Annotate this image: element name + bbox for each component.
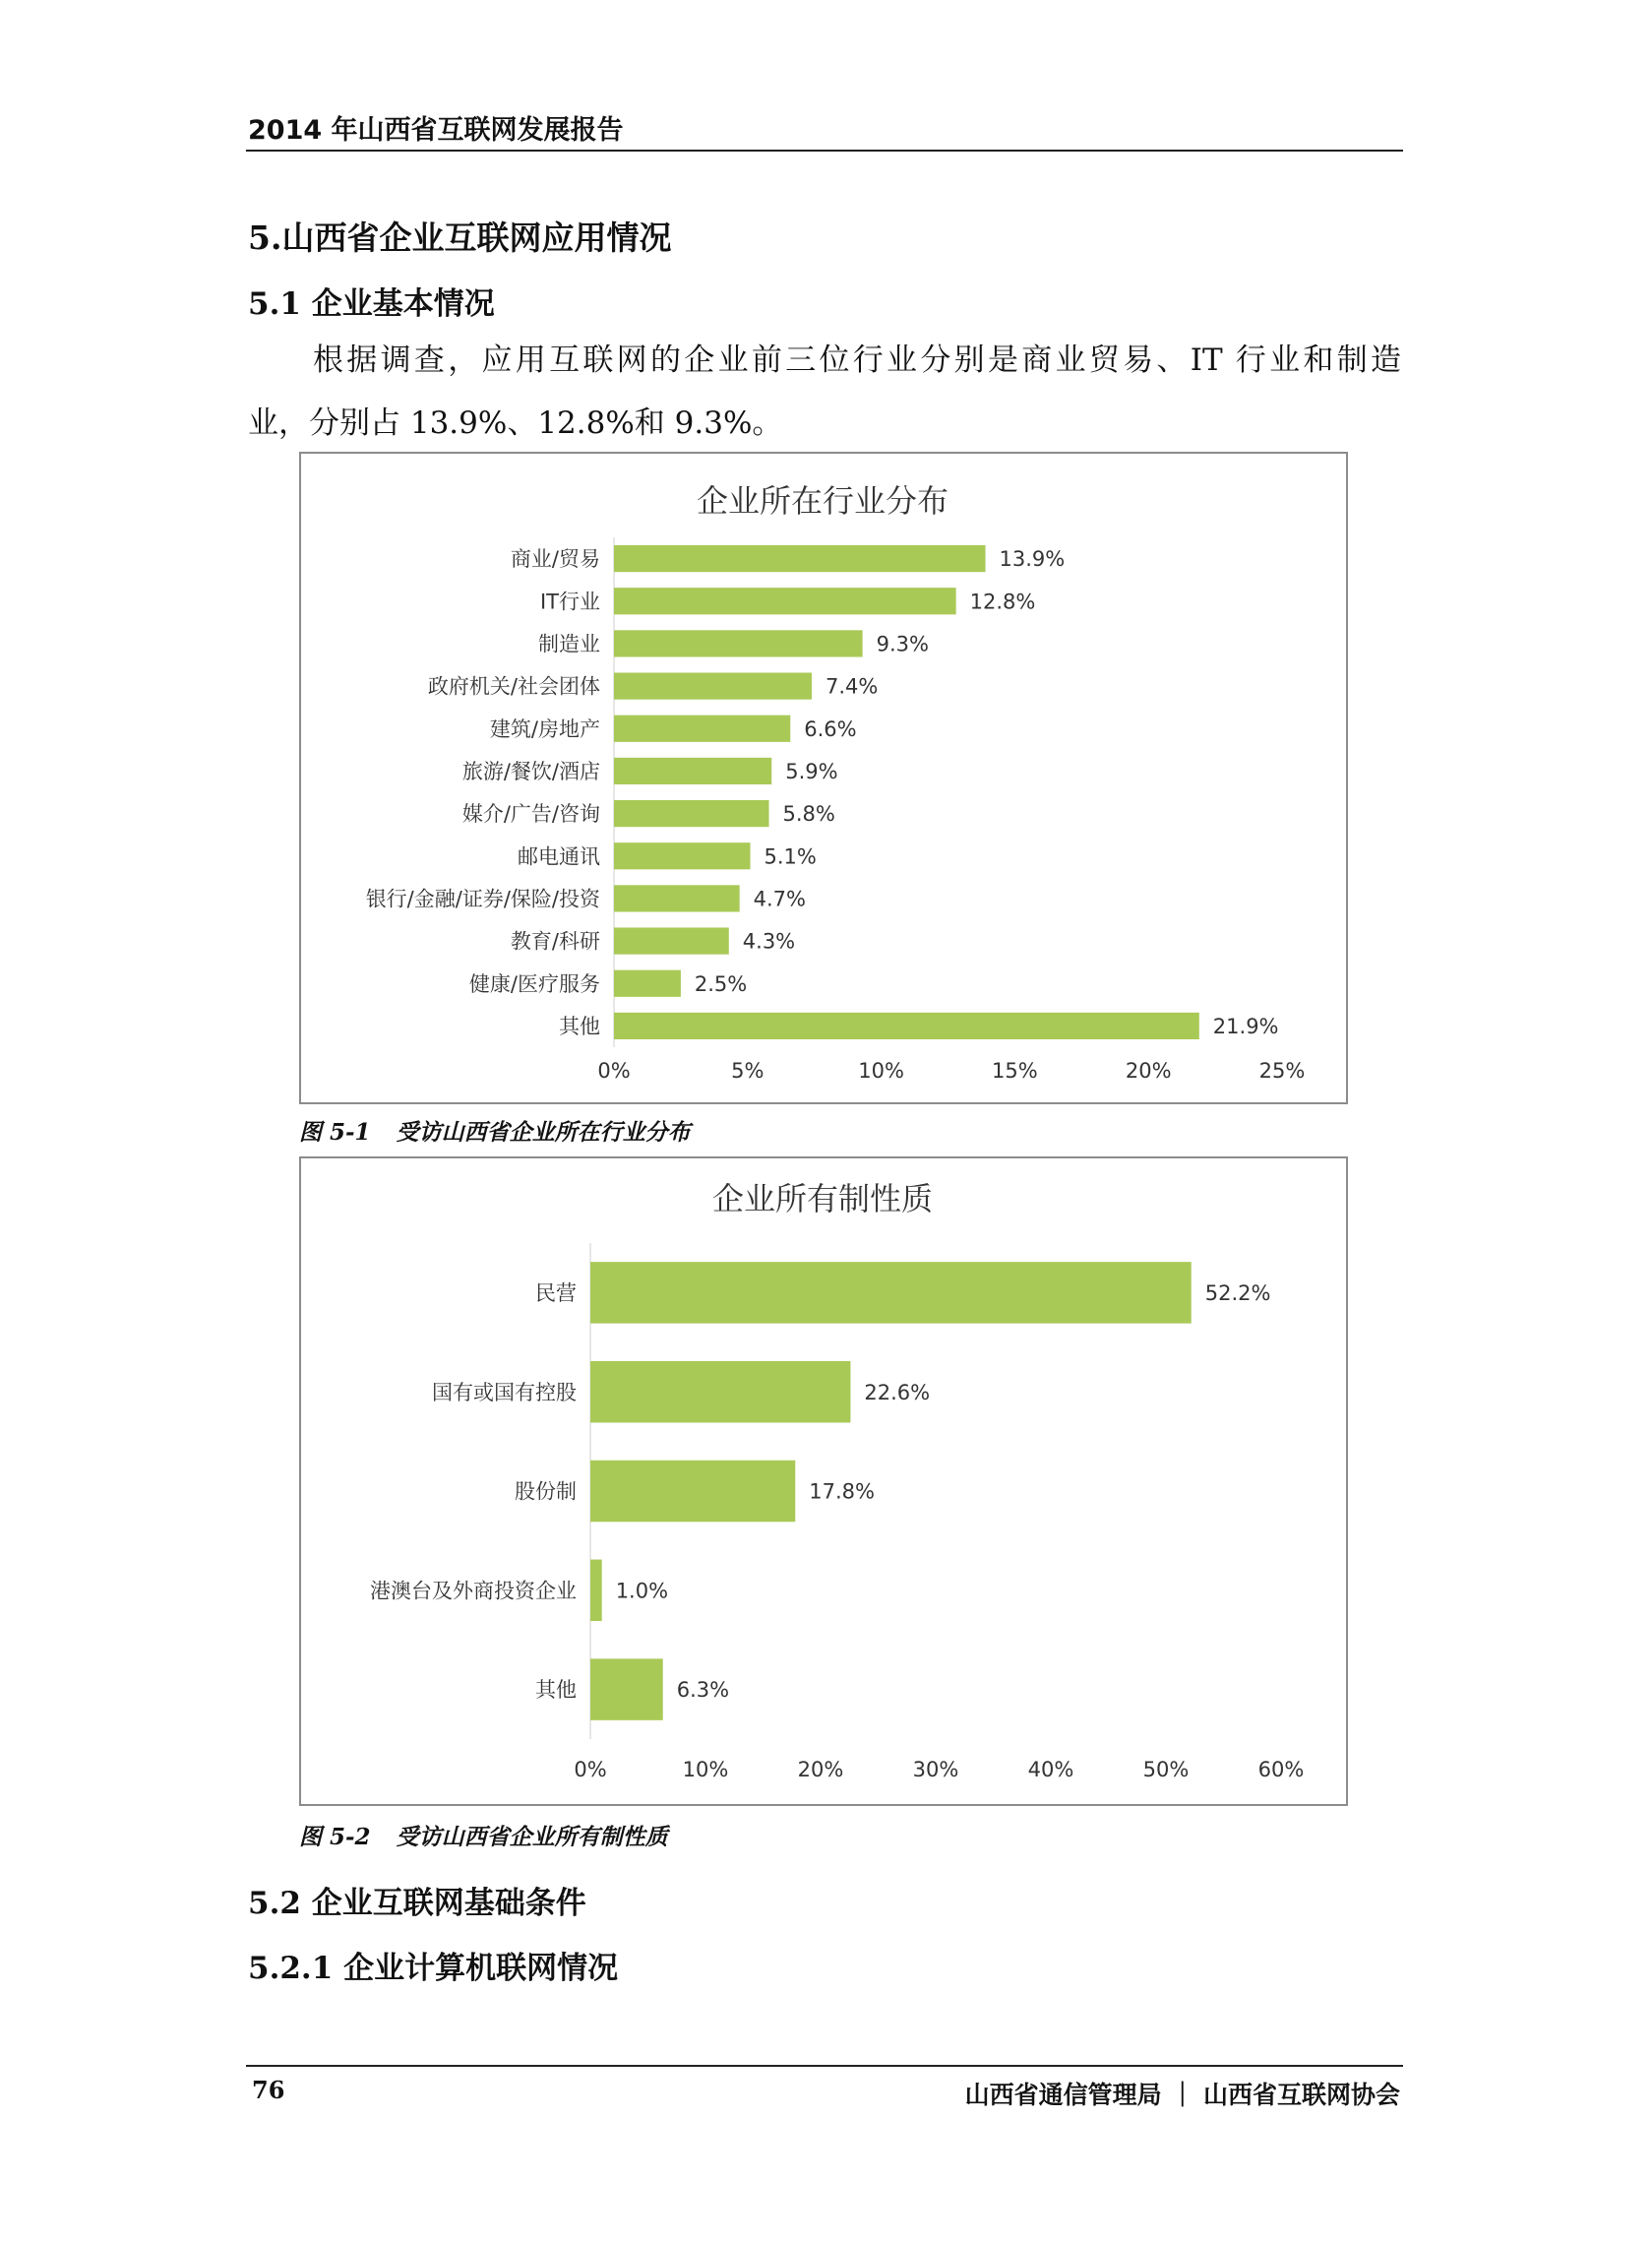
industry-7-bar: [614, 800, 769, 827]
paragraph-line-2: 业，分别占 13.9%、12.8%和 9.3%。: [248, 405, 783, 441]
industry-x-tick-3: 15%: [992, 1059, 1038, 1083]
industry-chart-frame: [299, 452, 1348, 1104]
industry-2-value-label: 12.8%: [969, 590, 1036, 614]
page-number: 76: [252, 2076, 285, 2104]
ownership-1-bar: [590, 1262, 1192, 1323]
ownership-3-value-label: 17.8%: [809, 1479, 875, 1504]
industry-5-category-label: 建筑/房地产: [489, 716, 600, 741]
ownership-5-bar: [590, 1658, 663, 1719]
ownership-x-tick-4: 40%: [1027, 1758, 1074, 1781]
ownership-1-category-label: 民营: [535, 1280, 577, 1305]
figure-2-caption: [299, 1819, 668, 1851]
paragraph-line-1: 根据调查，应用互联网的企业前三位行业分别是商业贸易、IT 行业和制造: [313, 343, 1401, 378]
subsection-heading-5-2: 5.2 企业互联网基础条件: [248, 1886, 586, 1921]
figure-2-text: 受访山西省企业所有制性质: [396, 1824, 668, 1850]
industry-3-value-label: 9.3%: [876, 632, 929, 656]
ownership-1-value-label: 52.2%: [1204, 1280, 1271, 1305]
figure-1-text: 受访山西省企业所在行业分布: [396, 1119, 691, 1146]
ownership-chart: [301, 1158, 1346, 1804]
industry-4-value-label: 7.4%: [825, 674, 879, 699]
ownership-4-category-label: 港澳台及外商投资企业: [370, 1579, 577, 1603]
footer-rule: [246, 2065, 1403, 2067]
industry-12-bar: [614, 1013, 1199, 1039]
industry-10-value-label: 4.3%: [742, 929, 796, 954]
industry-x-tick-0: 0%: [597, 1059, 631, 1083]
ownership-4-bar: [590, 1560, 602, 1621]
industry-11-category-label: 健康/医疗服务: [468, 971, 600, 996]
ownership-4-value-label: 1.0%: [615, 1579, 669, 1603]
industry-6-category-label: 旅游/餐饮/酒店: [461, 759, 600, 783]
industry-1-value-label: 13.9%: [999, 547, 1066, 572]
industry-9-value-label: 4.7%: [753, 887, 807, 911]
ownership-x-tick-0: 0%: [574, 1758, 607, 1781]
ownership-x-tick-6: 60%: [1257, 1758, 1305, 1781]
ownership-chart-title: 企业所有制性质: [711, 1180, 934, 1217]
industry-6-bar: [614, 758, 771, 784]
figure-1-number: 图 5-1: [299, 1119, 371, 1146]
ownership-3-category-label: 股份制: [515, 1479, 577, 1504]
industry-10-category-label: 教育/科研: [510, 929, 600, 954]
ownership-2-category-label: 国有或国有控股: [432, 1380, 577, 1404]
industry-9-category-label: 银行/金融/证券/保险/投资: [365, 887, 600, 911]
ownership-x-tick-3: 30%: [912, 1758, 959, 1781]
industry-4-bar: [614, 672, 812, 699]
industry-12-category-label: 其他: [559, 1014, 600, 1038]
industry-3-bar: [614, 630, 863, 656]
industry-8-bar: [614, 842, 751, 869]
report-header-title: 2014 年山西省互联网发展报告: [248, 115, 624, 146]
industry-7-category-label: 媒介/广告/咨询: [461, 802, 600, 827]
industry-7-value-label: 5.8%: [782, 802, 835, 827]
industry-chart-title: 企业所在行业分布: [696, 482, 949, 520]
industry-1-bar: [614, 545, 986, 572]
ownership-5-value-label: 6.3%: [676, 1678, 730, 1703]
section-heading: 5.山西省企业互联网应用情况: [248, 218, 672, 257]
ownership-5-category-label: 其他: [535, 1678, 577, 1703]
industry-x-tick-2: 10%: [858, 1059, 904, 1083]
footer-organization: 山西省通信管理局 ｜ 山西省互联网协会: [964, 2081, 1400, 2109]
industry-6-value-label: 5.9%: [785, 759, 838, 783]
industry-10-bar: [614, 927, 729, 954]
industry-2-category-label: IT行业: [539, 590, 600, 614]
industry-12-value-label: 21.9%: [1212, 1014, 1279, 1038]
body-paragraph: [248, 329, 1401, 455]
header-rule: [246, 150, 1403, 152]
ownership-chart-frame: [299, 1156, 1348, 1806]
industry-4-category-label: 政府机关/社会团体: [427, 674, 600, 699]
industry-1-category-label: 商业/贸易: [510, 547, 600, 572]
industry-2-bar: [614, 588, 956, 614]
ownership-2-bar: [590, 1361, 850, 1422]
subsubsection-heading-5-2-1: 5.2.1 企业计算机联网情况: [248, 1951, 619, 1986]
ownership-x-tick-5: 50%: [1142, 1758, 1190, 1781]
figure-2-number: 图 5-2: [299, 1824, 371, 1850]
ownership-x-tick-2: 20%: [797, 1758, 844, 1781]
ownership-x-tick-1: 10%: [682, 1758, 729, 1781]
industry-5-bar: [614, 716, 790, 742]
figure-1-caption: [299, 1114, 691, 1147]
industry-8-category-label: 邮电通讯: [518, 844, 600, 869]
industry-5-value-label: 6.6%: [804, 716, 857, 741]
industry-x-tick-4: 20%: [1125, 1059, 1172, 1083]
industry-x-tick-1: 5%: [731, 1059, 765, 1083]
industry-8-value-label: 5.1%: [764, 844, 817, 869]
industry-3-category-label: 制造业: [538, 632, 600, 656]
industry-9-bar: [614, 885, 740, 911]
industry-11-value-label: 2.5%: [694, 971, 748, 996]
industry-x-tick-5: 25%: [1258, 1059, 1306, 1083]
industry-11-bar: [614, 970, 681, 997]
industry-chart: [301, 454, 1346, 1102]
ownership-3-bar: [590, 1461, 795, 1522]
ownership-2-value-label: 22.6%: [864, 1380, 931, 1404]
subsection-heading-5-1: 5.1 企业基本情况: [248, 286, 495, 322]
